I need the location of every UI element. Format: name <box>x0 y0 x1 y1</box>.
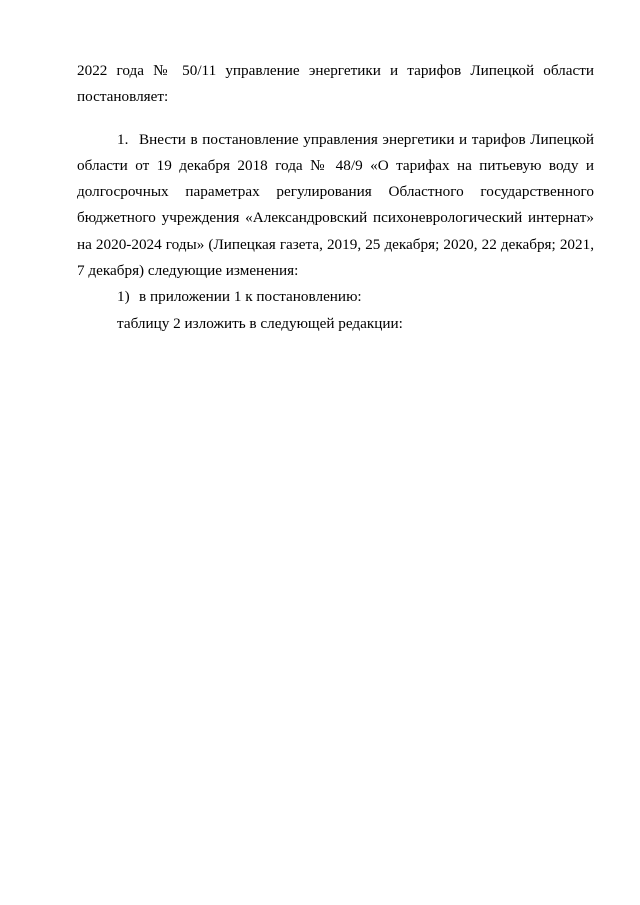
text-line: постановляет: <box>77 88 169 106</box>
text-line: таблицу 2 изложить в следующей редакции: <box>117 314 403 332</box>
subitem-text: в приложении 1 к постановлению: <box>139 288 362 306</box>
text-line: долгосрочных параметрах регулирования Областного государственного <box>77 183 594 201</box>
item-text: Внести в постановление управления энергетики и тарифов Липецкой <box>139 130 594 148</box>
item-number: 1. <box>117 130 129 148</box>
text-line: области от 19 декабря 2018 года № 48/9 «О тарифах на питьевую воду и <box>77 156 594 174</box>
item-line <box>77 127 594 153</box>
document-body <box>77 58 594 337</box>
subitem-line <box>77 284 594 310</box>
text-line: бюджетного учреждения «Александровский психоневрологический интернат» <box>77 209 594 227</box>
paragraph-gap <box>77 111 594 127</box>
text-line: 7 декабря) следующие изменения: <box>77 262 299 280</box>
text-line: 2022 года № 50/11 управление энергетики и тарифов Липецкой области <box>77 62 594 79</box>
subitem-number: 1) <box>117 288 130 306</box>
text-line: на 2020-2024 годы» (Липецкая газета, 2019, 25 декабря; 2020, 22 декабря; 2021, <box>77 235 594 253</box>
